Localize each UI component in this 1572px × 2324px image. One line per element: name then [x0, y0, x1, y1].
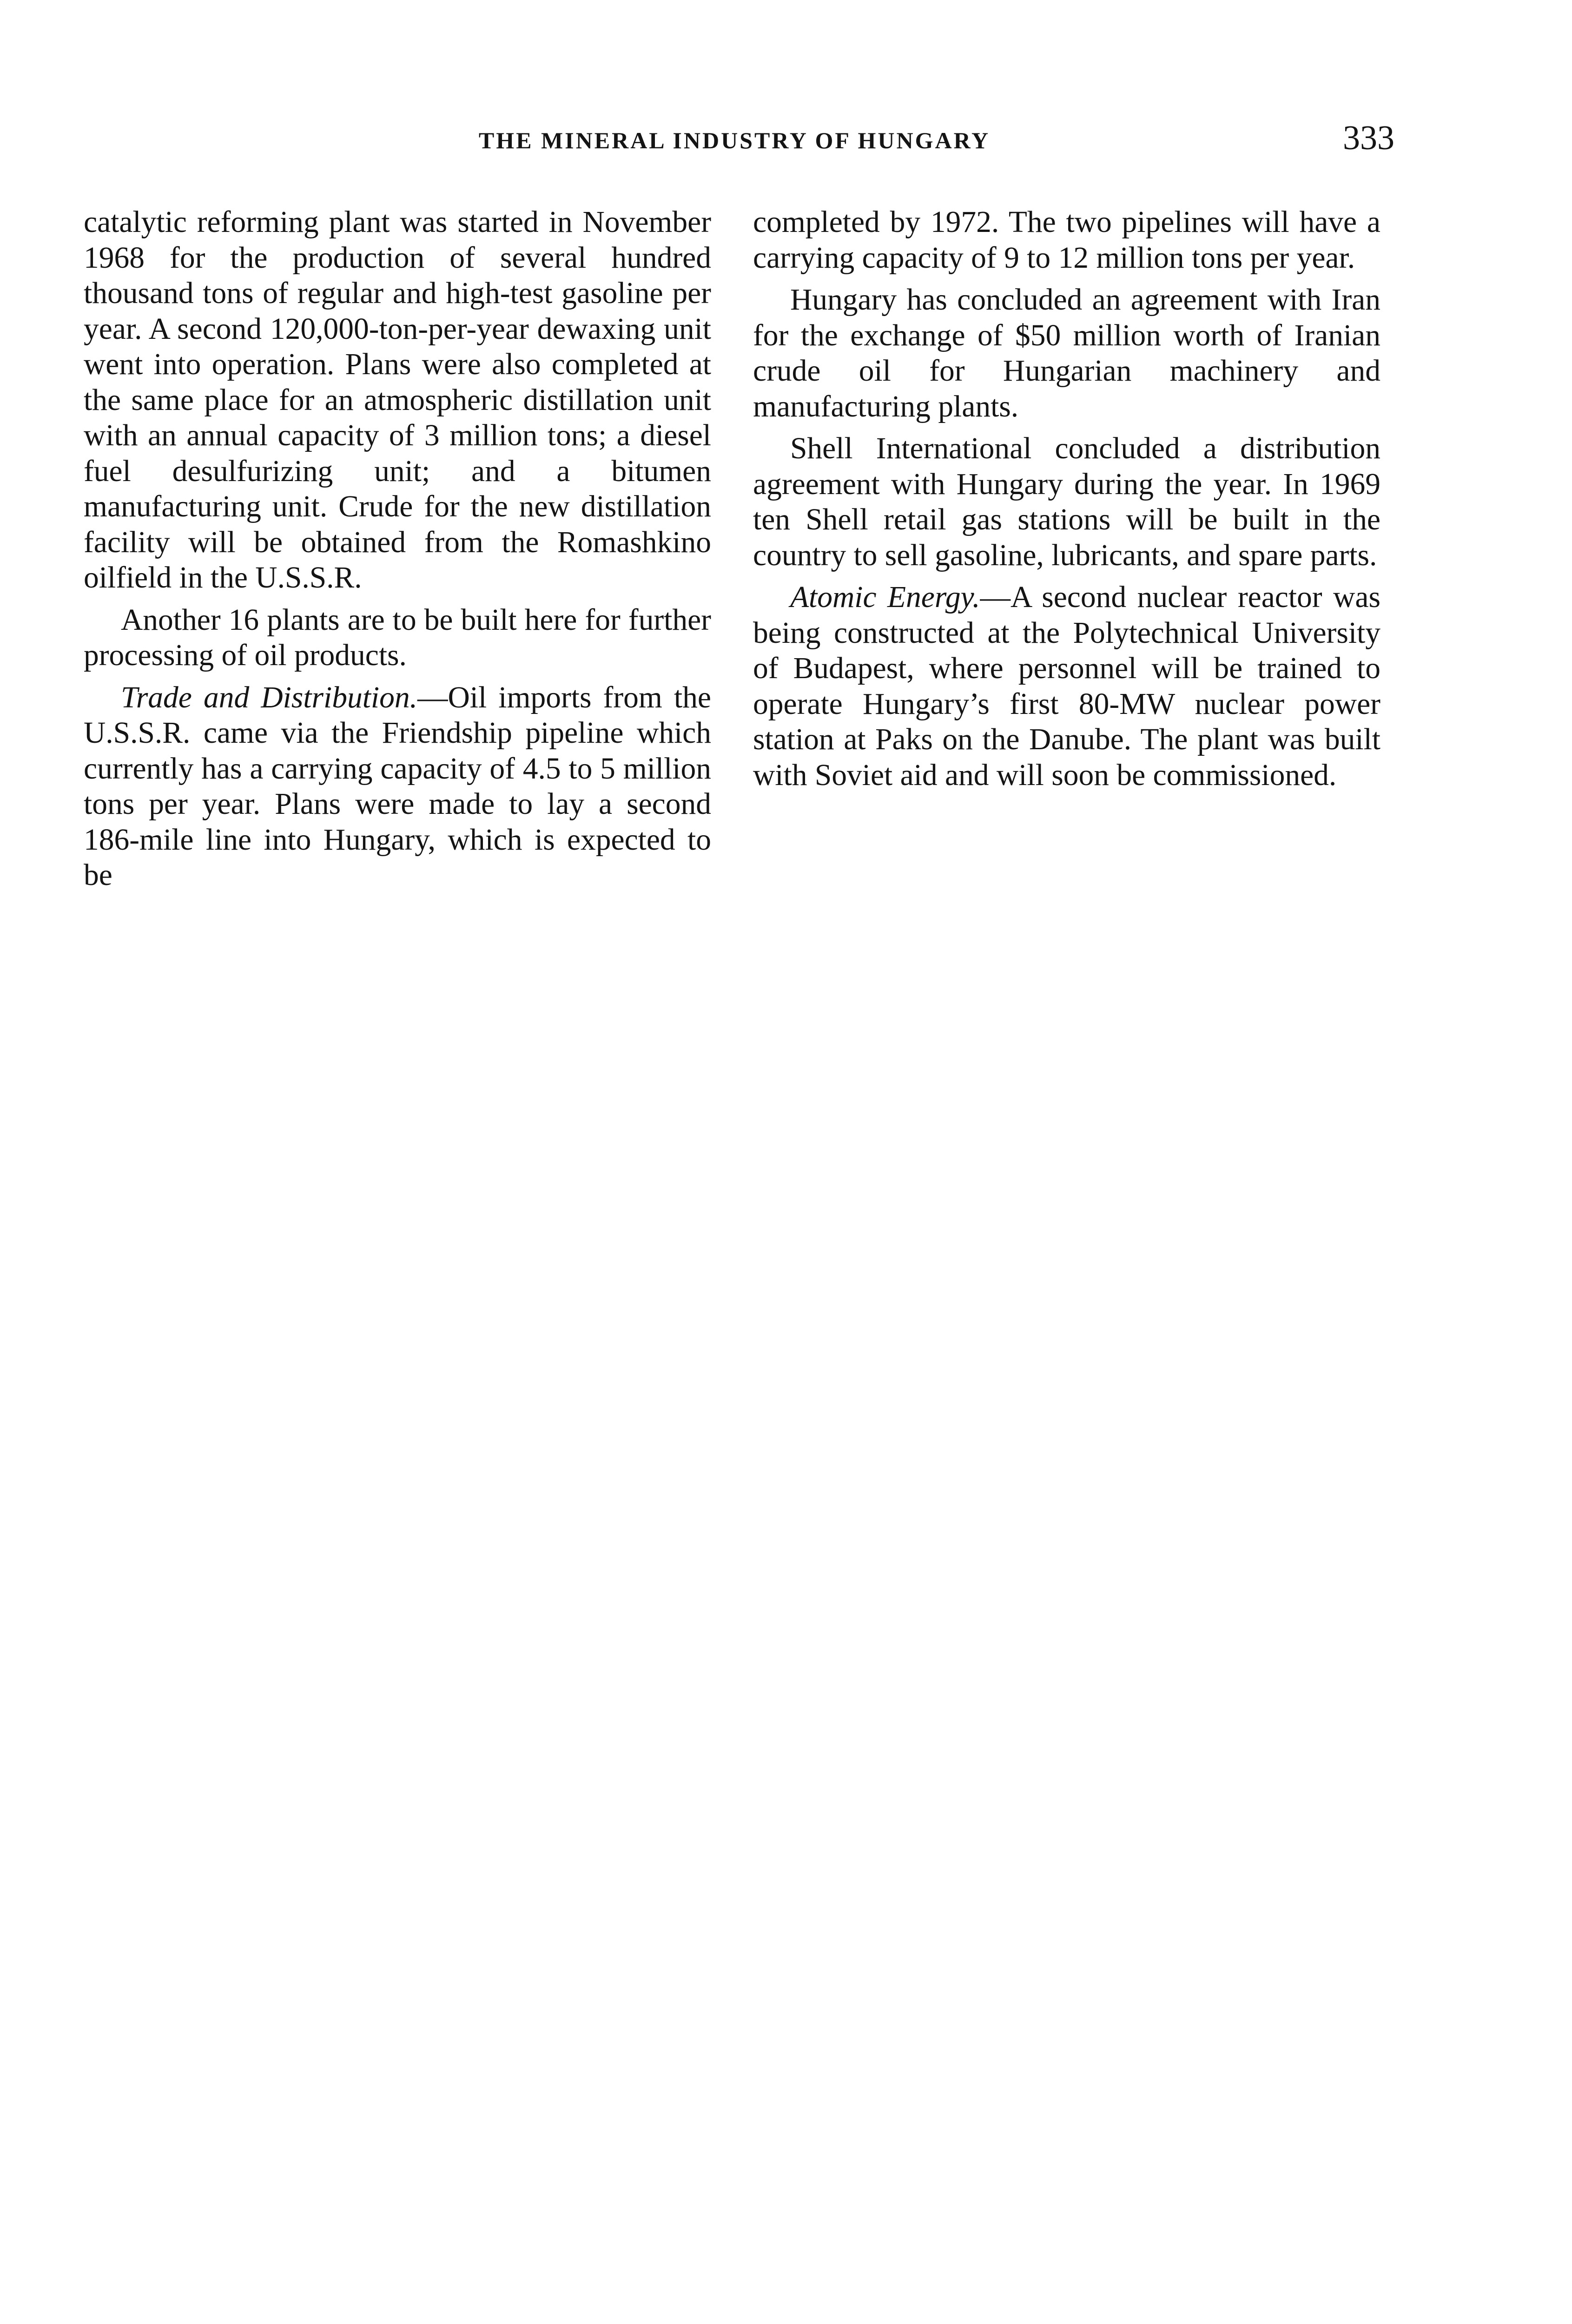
- left-column: [84, 205, 711, 900]
- paragraph-trade-distribution: [84, 680, 711, 893]
- running-title: THE MINERAL INDUSTRY OF HUNGARY: [478, 127, 991, 153]
- paragraph-atomic-energy: [753, 580, 1380, 793]
- page-number: 333: [1343, 119, 1394, 157]
- paragraph-refinery-plans: catalytic reforming plant was started in November 1968 for the production of several hundred thousand tons of regular and high-test gasoline per year. A second 120,000-ton-per-year dewaxing unit went into operation. Plans were also completed at the same place for an atmospheric distillation unit with an annual capacity of 3 million tons; a diesel fuel desulfurizing unit; and a bitumen manufacturing unit. Crude for the new distillation facility will be obtained from the Romashkino oilfield in the U.S.S.R.: [84, 205, 711, 594]
- paragraph-pipeline-completion: completed by 1972. The two pipelines will have a carrying capacity of 9 to 12 million tons per year.: [753, 205, 1380, 275]
- section-heading-atomic-energy: Atomic Energy.: [790, 581, 980, 614]
- trade-distribution-body: —Oil imports from the U.S.S.R. came via the Friendship pipeline which currently has a carrying capacity of 4.5 to 5 million tons per year. Plans were made to lay a second 186-mile line into Hungary, which is expected to be: [84, 680, 712, 892]
- right-column: [753, 205, 1380, 799]
- paragraph-iran-agreement: Hungary has concluded an agreement with Iran for the exchange of $50 million worth of Iranian crude oil for Hungarian machinery and manufacturing plants.: [753, 283, 1380, 423]
- paragraph-additional-plants: Another 16 plants are to be built here for further processing of oil products.: [84, 603, 711, 672]
- running-header: [0, 119, 1572, 170]
- section-heading-trade-distribution: Trade and Distribution.: [121, 680, 417, 714]
- paragraph-shell-agreement: Shell International concluded a distribution agreement with Hungary during the year. In 1969 ten Shell retail gas stations will be built in the country to sell gasoline, lubricants, and spare parts.: [753, 432, 1380, 572]
- atomic-energy-body: —A second nuclear reactor was being constructed at the Polytechnical University of Budapest, where personnel will be trained to operate Hungary’s first 80-MW nuclear power station at Paks on the Danube. The plant was built with Soviet aid and will soon be commissioned.: [753, 581, 1380, 792]
